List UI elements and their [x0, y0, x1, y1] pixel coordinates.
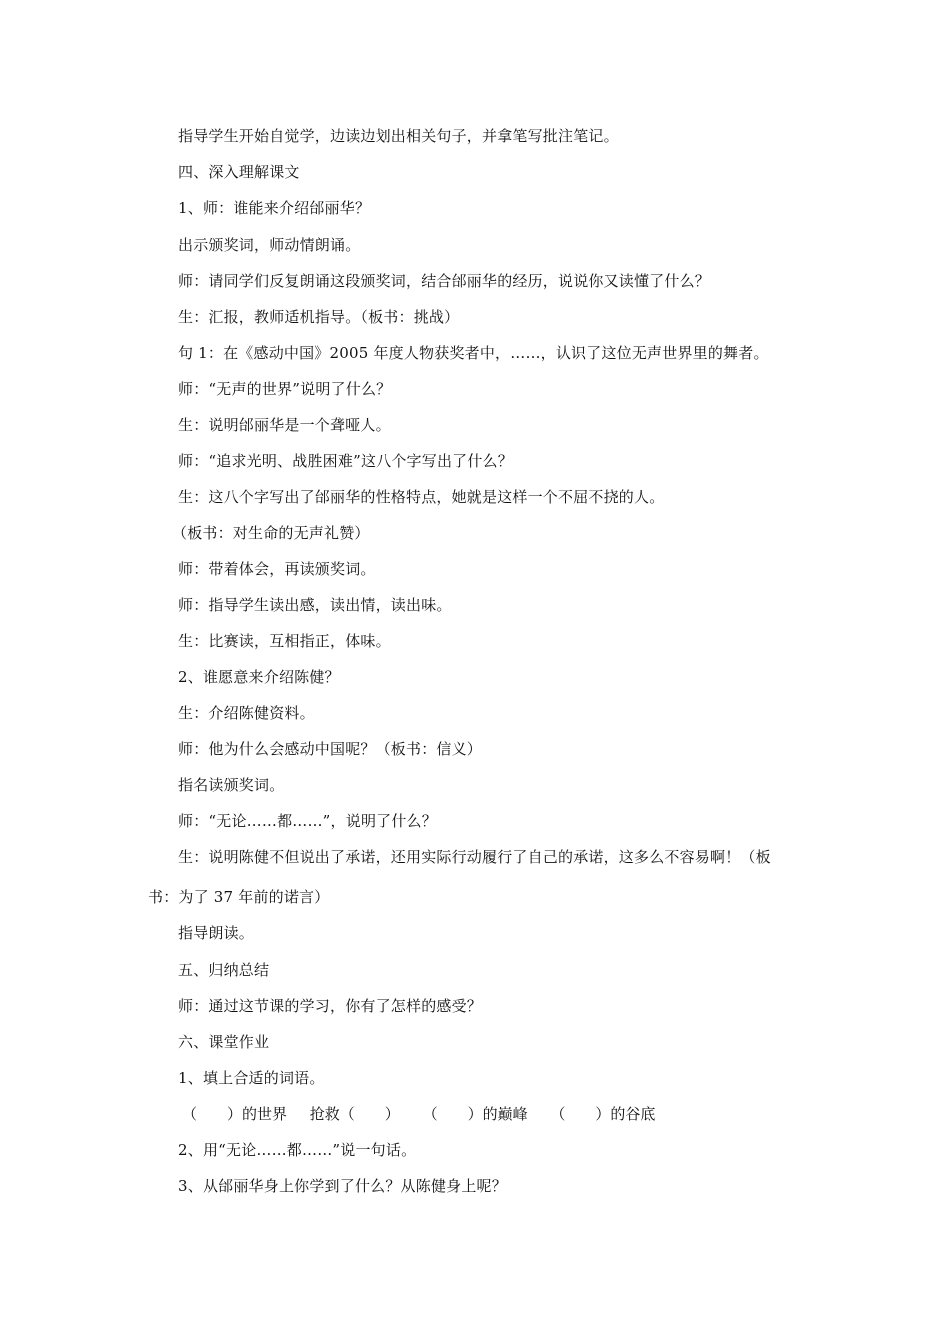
text-line: 指名读颁奖词。 — [178, 776, 285, 794]
blank-item: 抢救（ ） — [309, 1105, 400, 1123]
text-line: 生：说明邰丽华是一个聋哑人。 — [178, 416, 391, 434]
text-line: 师：“无论……都……”，说明了什么？ — [178, 812, 437, 830]
text-line: 生：这八个字写出了邰丽华的性格特点，她就是这样一个不屈不挠的人。 — [178, 488, 665, 506]
text-line: 师：通过这节课的学习，你有了怎样的感受？ — [178, 997, 483, 1015]
text-line: 指导朗读。 — [178, 924, 255, 942]
text-line: 3、从邰丽华身上你学到了什么？从陈健身上呢？ — [178, 1177, 507, 1195]
section-heading: 六、课堂作业 — [178, 1033, 270, 1051]
text-line: 生：汇报，教师适机指导。（板书：挑战） — [178, 308, 460, 326]
text-line: 生：介绍陈健资料。 — [178, 704, 315, 722]
text-line: 出示颁奖词，师动情朗诵。 — [178, 236, 361, 254]
section-heading: 五、归纳总结 — [178, 961, 270, 979]
section-heading: 四、深入理解课文 — [178, 163, 300, 181]
text-line: 师：带着体会，再读颁奖词。 — [178, 560, 376, 578]
blank-item: （ ）的谷底 — [550, 1105, 656, 1123]
text-line: （板书：对生命的无声礼赞） — [172, 524, 370, 542]
fill-in-blanks-row — [182, 1104, 673, 1124]
text-line: 师：他为什么会感动中国呢？（板书：信义） — [178, 740, 483, 758]
text-line: 师：“追求光明、战胜困难”这八个字写出了什么？ — [178, 452, 513, 470]
text-line: 师：“无声的世界”说明了什么？ — [178, 380, 392, 398]
text-line: 2、用“无论……都……”说一句话。 — [178, 1141, 417, 1159]
text-line: 师：指导学生读出感，读出情，读出味。 — [178, 596, 452, 614]
text-line: 生：比赛读，互相指正，体味。 — [178, 632, 391, 650]
text-line: 指导学生开始自觉学，边读边划出相关句子，并拿笔写批注笔记。 — [178, 127, 619, 145]
text-line: 句 1：在《感动中国》2005 年度人物获奖者中，……，认识了这位无声世界里的舞者。 — [178, 344, 769, 362]
text-line: 师：请同学们反复朗诵这段颁奖词，结合邰丽华的经历，说说你又读懂了什么？ — [178, 272, 711, 290]
text-line: 书：为了 37 年前的诺言） — [148, 888, 330, 906]
text-line: 生：说明陈健不但说出了承诺，还用实际行动履行了自己的承诺，这多么不容易啊！（板 — [178, 848, 771, 866]
blank-item: （ ）的世界 — [182, 1105, 288, 1123]
text-line: 1、师：谁能来介绍邰丽华？ — [178, 199, 371, 217]
blank-item: （ ）的巅峰 — [422, 1105, 528, 1123]
text-line: 2、谁愿意来介绍陈健？ — [178, 668, 340, 686]
text-line: 1、填上合适的词语。 — [178, 1069, 325, 1087]
